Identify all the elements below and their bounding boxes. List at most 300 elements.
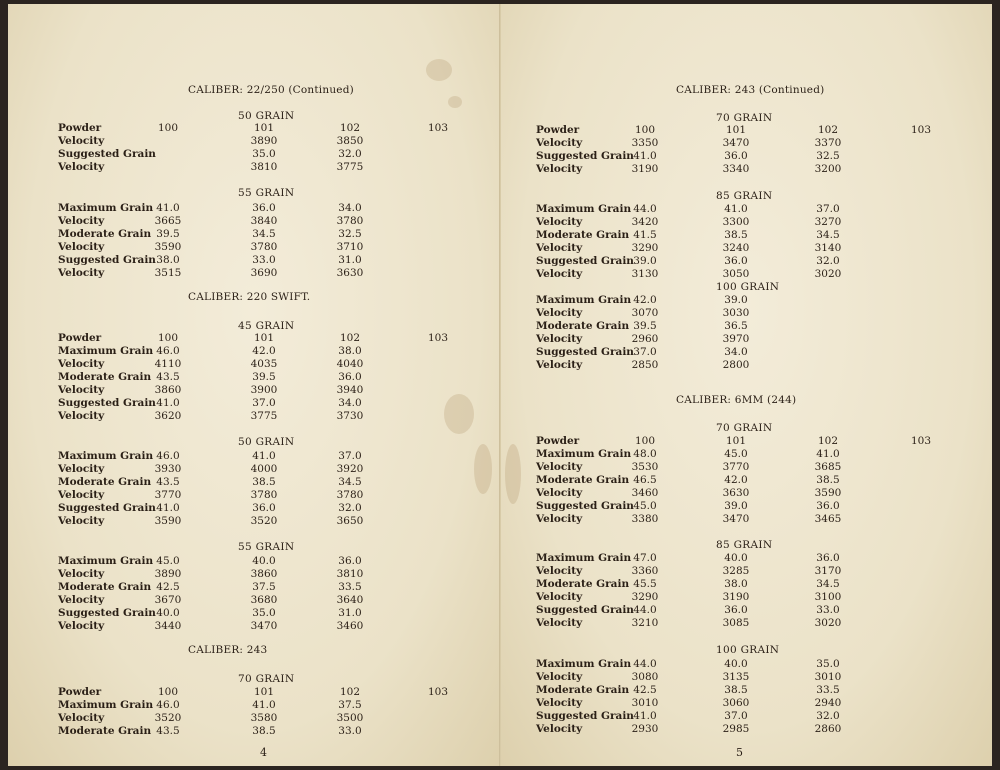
row-label: Suggested Grain [58, 397, 156, 409]
table-row [8, 450, 500, 463]
cell-value: 34.0 [724, 346, 748, 358]
grain-heading: 70 GRAIN [238, 673, 295, 685]
cell-value: 37.0 [724, 710, 748, 722]
left-page [8, 4, 500, 766]
table-row [8, 371, 500, 384]
row-label: Maximum Grain [58, 345, 154, 357]
table-row [501, 124, 993, 137]
cell-value: 3620 [154, 410, 182, 422]
cell-value: 42.5 [633, 684, 657, 696]
cell-value: 3100 [814, 591, 842, 603]
row-label: Velocity [58, 515, 105, 527]
row-label: Moderate Grain [58, 476, 152, 488]
cell-value: 38.5 [252, 725, 276, 737]
row-label: Maximum Grain [58, 555, 154, 567]
row-label: Moderate Grain [536, 684, 630, 696]
row-label: Velocity [536, 565, 583, 577]
cell-value: 3010 [631, 697, 659, 709]
table-row [8, 345, 500, 358]
table-row [8, 699, 500, 712]
cell-value: 39.0 [633, 255, 657, 267]
cell-value: 34.5 [816, 229, 840, 241]
table-row [501, 435, 993, 448]
cell-value: 3640 [336, 594, 364, 606]
row-label: Suggested Grain [58, 148, 156, 160]
cell-value: 33.0 [252, 254, 276, 266]
right-page [500, 4, 992, 766]
cell-value: 47.0 [633, 552, 657, 564]
cell-value: 33.5 [816, 684, 840, 696]
page-number: 4 [260, 746, 267, 759]
cell-value: 3630 [336, 267, 364, 279]
cell-value: 2930 [631, 723, 659, 735]
cell-value: 3890 [250, 135, 278, 147]
table-row [501, 320, 993, 333]
cell-value: 34.0 [338, 202, 362, 214]
cell-value: 41.0 [633, 150, 657, 162]
cell-value: 3060 [722, 697, 750, 709]
cell-value: 103 [427, 332, 449, 344]
cell-value: 41.0 [156, 397, 180, 409]
cell-value: 3580 [250, 712, 278, 724]
row-label: Suggested Grain [58, 502, 156, 514]
cell-value: 38.0 [156, 254, 180, 266]
row-label: Maximum Grain [58, 699, 154, 711]
row-label: Velocity [536, 591, 583, 603]
cell-value: 37.0 [816, 203, 840, 215]
table-row [8, 712, 500, 725]
cell-value: 3780 [336, 215, 364, 227]
cell-value: 100 [157, 332, 179, 344]
cell-value: 3730 [336, 410, 364, 422]
caliber-heading: CALIBER: 243 [188, 644, 268, 656]
stain [426, 59, 452, 81]
table-row [501, 710, 993, 723]
cell-value: 3920 [336, 463, 364, 475]
table-row [8, 502, 500, 515]
row-label: Velocity [58, 594, 105, 606]
cell-value: 3590 [154, 241, 182, 253]
cell-value: 3440 [154, 620, 182, 632]
row-label: Maximum Grain [58, 202, 154, 214]
cell-value: 3590 [154, 515, 182, 527]
cell-value: 2940 [814, 697, 842, 709]
cell-value: 45.5 [633, 578, 657, 590]
cell-value: 33.0 [816, 604, 840, 616]
table-row [8, 725, 500, 738]
cell-value: 43.5 [156, 476, 180, 488]
grain-heading: 100 GRAIN [716, 281, 780, 293]
cell-value: 32.0 [338, 148, 362, 160]
cell-value: 3465 [814, 513, 842, 525]
cell-value: 41.0 [252, 450, 276, 462]
cell-value: 36.0 [724, 255, 748, 267]
row-label: Moderate Grain [58, 581, 152, 593]
table-row [501, 229, 993, 242]
cell-value: 3690 [250, 267, 278, 279]
table-row [501, 500, 993, 513]
cell-value: 4035 [250, 358, 278, 370]
cell-value: 44.0 [633, 604, 657, 616]
cell-value: 3370 [814, 137, 842, 149]
cell-value: 40.0 [252, 555, 276, 567]
grain-heading: 50 GRAIN [238, 110, 295, 122]
cell-value: 3780 [336, 489, 364, 501]
row-label: Velocity [536, 461, 583, 473]
cell-value: 48.0 [633, 448, 657, 460]
row-label: Velocity [536, 697, 583, 709]
cell-value: 3020 [814, 617, 842, 629]
cell-value: 38.5 [816, 474, 840, 486]
grain-heading: 85 GRAIN [716, 190, 773, 202]
grain-heading: 70 GRAIN [716, 112, 773, 124]
cell-value: 41.0 [633, 710, 657, 722]
table-row [501, 552, 993, 565]
caliber-heading: CALIBER: 22/250 (Continued) [188, 84, 354, 96]
table-row [8, 397, 500, 410]
cell-value: 3810 [336, 568, 364, 580]
cell-value: 39.0 [724, 500, 748, 512]
cell-value: 37.5 [338, 699, 362, 711]
caliber-heading: CALIBER: 6MM (244) [676, 394, 797, 406]
cell-value: 45.0 [156, 555, 180, 567]
cell-value: 3190 [722, 591, 750, 603]
row-label: Moderate Grain [536, 229, 630, 241]
cell-value: 3470 [722, 513, 750, 525]
cell-value: 36.0 [816, 552, 840, 564]
cell-value: 45.0 [633, 500, 657, 512]
cell-value: 103 [427, 686, 449, 698]
cell-value: 2860 [814, 723, 842, 735]
cell-value: 36.0 [252, 202, 276, 214]
cell-value: 36.0 [338, 555, 362, 567]
table-row [501, 294, 993, 307]
cell-value: 3130 [631, 268, 659, 280]
cell-value: 3200 [814, 163, 842, 175]
cell-value: 100 [157, 686, 179, 698]
cell-value: 3300 [722, 216, 750, 228]
row-label: Suggested Grain [536, 604, 634, 616]
row-label: Powder [58, 332, 102, 344]
table-row [501, 461, 993, 474]
row-label: Velocity [58, 241, 105, 253]
table-row [501, 697, 993, 710]
cell-value: 100 [157, 122, 179, 134]
cell-value: 103 [910, 124, 932, 136]
cell-value: 102 [817, 124, 839, 136]
row-label: Velocity [58, 358, 105, 370]
cell-value: 3860 [154, 384, 182, 396]
cell-value: 3210 [631, 617, 659, 629]
row-label: Velocity [536, 268, 583, 280]
table-row [501, 513, 993, 526]
row-label: Powder [58, 122, 102, 134]
table-row [8, 384, 500, 397]
table-row [8, 410, 500, 423]
cell-value: 3850 [336, 135, 364, 147]
row-label: Suggested Grain [58, 254, 156, 266]
table-row [8, 476, 500, 489]
cell-value: 33.0 [338, 725, 362, 737]
table-row [8, 215, 500, 228]
grain-heading: 45 GRAIN [238, 320, 295, 332]
cell-value: 3135 [722, 671, 750, 683]
table-row [501, 671, 993, 684]
row-label: Moderate Grain [58, 371, 152, 383]
cell-value: 37.5 [252, 581, 276, 593]
cell-value: 3285 [722, 565, 750, 577]
row-label: Velocity [536, 333, 583, 345]
cell-value: 3470 [722, 137, 750, 149]
grain-heading: 85 GRAIN [716, 539, 773, 551]
table-row [8, 568, 500, 581]
cell-value: 3780 [250, 241, 278, 253]
cell-value: 3780 [250, 489, 278, 501]
row-label: Moderate Grain [536, 320, 630, 332]
cell-value: 41.5 [633, 229, 657, 241]
grain-heading: 55 GRAIN [238, 541, 295, 553]
cell-value: 101 [253, 122, 275, 134]
cell-value: 3270 [814, 216, 842, 228]
cell-value: 3470 [250, 620, 278, 632]
table-row [8, 148, 500, 161]
cell-value: 3170 [814, 565, 842, 577]
cell-value: 3020 [814, 268, 842, 280]
cell-value: 102 [817, 435, 839, 447]
cell-value: 3460 [336, 620, 364, 632]
cell-value: 3515 [154, 267, 182, 279]
cell-value: 102 [339, 332, 361, 344]
cell-value: 3460 [631, 487, 659, 499]
table-row [501, 604, 993, 617]
row-label: Velocity [536, 617, 583, 629]
table-row [501, 658, 993, 671]
row-label: Moderate Grain [536, 578, 630, 590]
table-row [8, 463, 500, 476]
row-label: Maximum Grain [536, 203, 632, 215]
cell-value: 102 [339, 122, 361, 134]
table-row [501, 242, 993, 255]
row-label: Velocity [58, 410, 105, 422]
cell-value: 38.5 [252, 476, 276, 488]
cell-value: 46.5 [633, 474, 657, 486]
row-label: Maximum Grain [536, 658, 632, 670]
row-label: Suggested Grain [58, 607, 156, 619]
cell-value: 3240 [722, 242, 750, 254]
row-label: Powder [58, 686, 102, 698]
cell-value: 43.5 [156, 725, 180, 737]
cell-value: 3860 [250, 568, 278, 580]
table-row [8, 202, 500, 215]
table-row [501, 684, 993, 697]
row-label: Moderate Grain [536, 474, 630, 486]
cell-value: 3840 [250, 215, 278, 227]
cell-value: 3670 [154, 594, 182, 606]
cell-value: 36.0 [338, 371, 362, 383]
cell-value: 37.0 [252, 397, 276, 409]
grain-heading: 100 GRAIN [716, 644, 780, 656]
table-row [501, 216, 993, 229]
table-row [8, 267, 500, 280]
cell-value: 31.0 [338, 607, 362, 619]
table-row [501, 346, 993, 359]
cell-value: 40.0 [156, 607, 180, 619]
cell-value: 3085 [722, 617, 750, 629]
cell-value: 3520 [250, 515, 278, 527]
table-row [8, 607, 500, 620]
row-label: Velocity [58, 135, 105, 147]
cell-value: 36.0 [252, 502, 276, 514]
cell-value: 101 [253, 332, 275, 344]
table-row [501, 723, 993, 736]
cell-value: 38.5 [724, 229, 748, 241]
cell-value: 3500 [336, 712, 364, 724]
cell-value: 3050 [722, 268, 750, 280]
table-row [501, 617, 993, 630]
cell-value: 41.0 [156, 202, 180, 214]
row-label: Maximum Grain [536, 294, 632, 306]
cell-value: 3970 [722, 333, 750, 345]
row-label: Velocity [536, 513, 583, 525]
cell-value: 45.0 [724, 448, 748, 460]
row-label: Velocity [536, 487, 583, 499]
table-row [8, 241, 500, 254]
cell-value: 3940 [336, 384, 364, 396]
table-row [8, 686, 500, 699]
table-row [501, 578, 993, 591]
row-label: Maximum Grain [536, 448, 632, 460]
cell-value: 42.0 [633, 294, 657, 306]
table-row [8, 122, 500, 135]
table-row [8, 254, 500, 267]
cell-value: 2985 [722, 723, 750, 735]
grain-heading: 55 GRAIN [238, 187, 295, 199]
table-row [501, 307, 993, 320]
cell-value: 40.0 [724, 552, 748, 564]
table-row [8, 332, 500, 345]
caliber-heading: CALIBER: 220 SWIFT. [188, 291, 311, 303]
row-label: Powder [536, 124, 580, 136]
table-row [501, 333, 993, 346]
cell-value: 43.5 [156, 371, 180, 383]
cell-value: 3340 [722, 163, 750, 175]
table-row [8, 228, 500, 241]
cell-value: 3930 [154, 463, 182, 475]
cell-value: 34.5 [252, 228, 276, 240]
row-label: Suggested Grain [536, 500, 634, 512]
table-row [8, 161, 500, 174]
table-row [8, 135, 500, 148]
table-row [501, 591, 993, 604]
table-row [501, 203, 993, 216]
row-label: Velocity [58, 463, 105, 475]
row-label: Suggested Grain [536, 150, 634, 162]
table-row [8, 358, 500, 371]
row-label: Powder [536, 435, 580, 447]
cell-value: 3900 [250, 384, 278, 396]
cell-value: 3010 [814, 671, 842, 683]
cell-value: 3775 [336, 161, 364, 173]
cell-value: 42.0 [724, 474, 748, 486]
cell-value: 3810 [250, 161, 278, 173]
row-label: Velocity [58, 712, 105, 724]
row-label: Moderate Grain [58, 228, 152, 240]
cell-value: 32.0 [816, 710, 840, 722]
cell-value: 3775 [250, 410, 278, 422]
cell-value: 34.5 [338, 476, 362, 488]
table-row [501, 137, 993, 150]
table-row [8, 555, 500, 568]
row-label: Velocity [536, 216, 583, 228]
row-label: Velocity [58, 568, 105, 580]
cell-value: 3420 [631, 216, 659, 228]
cell-value: 32.5 [338, 228, 362, 240]
table-row [501, 163, 993, 176]
row-label: Suggested Grain [536, 346, 634, 358]
cell-value: 32.0 [338, 502, 362, 514]
cell-value: 2850 [631, 359, 659, 371]
row-label: Velocity [536, 723, 583, 735]
row-label: Velocity [536, 671, 583, 683]
cell-value: 39.5 [633, 320, 657, 332]
cell-value: 3650 [336, 515, 364, 527]
cell-value: 3590 [814, 487, 842, 499]
cell-value: 3290 [631, 591, 659, 603]
cell-value: 3665 [154, 215, 182, 227]
cell-value: 34.0 [338, 397, 362, 409]
cell-value: 100 [634, 435, 656, 447]
cell-value: 44.0 [633, 203, 657, 215]
table-row [8, 515, 500, 528]
cell-value: 44.0 [633, 658, 657, 670]
table-row [501, 359, 993, 372]
cell-value: 38.0 [724, 578, 748, 590]
cell-value: 35.0 [816, 658, 840, 670]
cell-value: 36.5 [724, 320, 748, 332]
cell-value: 3770 [154, 489, 182, 501]
cell-value: 4040 [336, 358, 364, 370]
table-row [501, 487, 993, 500]
cell-value: 3030 [722, 307, 750, 319]
grain-heading: 70 GRAIN [716, 422, 773, 434]
row-label: Velocity [536, 359, 583, 371]
row-label: Velocity [58, 489, 105, 501]
cell-value: 101 [725, 435, 747, 447]
cell-value: 40.0 [724, 658, 748, 670]
stain [448, 96, 462, 108]
row-label: Velocity [536, 163, 583, 175]
row-label: Maximum Grain [58, 450, 154, 462]
cell-value: 46.0 [156, 450, 180, 462]
cell-value: 36.0 [724, 150, 748, 162]
cell-value: 103 [427, 122, 449, 134]
cell-value: 103 [910, 435, 932, 447]
cell-value: 39.5 [156, 228, 180, 240]
cell-value: 2960 [631, 333, 659, 345]
cell-value: 101 [725, 124, 747, 136]
cell-value: 32.0 [816, 255, 840, 267]
cell-value: 3140 [814, 242, 842, 254]
cell-value: 3890 [154, 568, 182, 580]
booklet-spread [8, 4, 992, 766]
cell-value: 3680 [250, 594, 278, 606]
cell-value: 38.5 [724, 684, 748, 696]
cell-value: 3770 [722, 461, 750, 473]
cell-value: 41.0 [252, 699, 276, 711]
cell-value: 37.0 [633, 346, 657, 358]
row-label: Velocity [58, 267, 105, 279]
cell-value: 33.5 [338, 581, 362, 593]
